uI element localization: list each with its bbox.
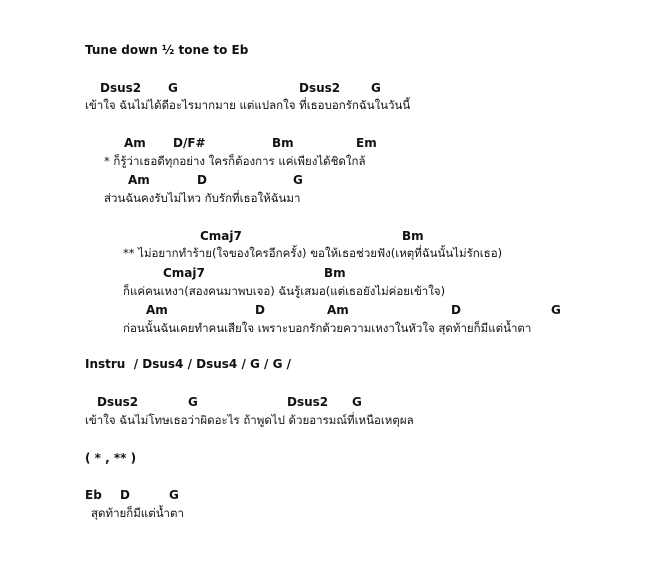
lyric-chorus3: ก่อนนั้นฉันเคยทำคนเสียใจ เพราะบอกรักด้วยความเหงาในหัวใจ สุดท้ายก็มีแต่น้ำตา	[123, 321, 532, 335]
chord: G	[551, 303, 561, 317]
chord: Dsus2	[299, 81, 341, 95]
chord-line-chorus3	[0, 303, 666, 317]
chord: Em	[356, 136, 377, 150]
instrumental-line: Instru / Dsus4 / Dsus4 / G / G /	[85, 357, 292, 371]
chord: Dsus2	[287, 395, 329, 409]
chord: D	[255, 303, 265, 317]
chord-line-chorus2	[0, 266, 666, 280]
lyric-chorus1: ** ไม่อยากทำร้าย(ใจของใครอีกครั้ง) ขอให้เธอช่วยฟัง(เหตุที่ฉันนั้นไม่รักเธอ)	[123, 246, 503, 260]
lyric-outro: สุดท้ายก็มีแต่น้ำตา	[91, 506, 184, 520]
chord: D/F#	[173, 136, 206, 150]
chord: G	[188, 395, 198, 409]
lyric-pre1: * ก็รู้ว่าเธอดีทุกอย่าง ใครก็ต้องการ แค่เพียงได้ชิดใกล้	[104, 154, 366, 168]
chord-line-pre2	[0, 173, 666, 187]
chord-line-chorus1	[0, 229, 666, 243]
chord: Eb	[85, 488, 102, 502]
chord: G	[169, 488, 179, 502]
chord: Bm	[272, 136, 294, 150]
tuning-note: Tune down ½ tone to Eb	[85, 43, 249, 57]
chord: D	[451, 303, 461, 317]
chord: Dsus2	[97, 395, 139, 409]
chord: G	[168, 81, 178, 95]
chord-line-pre1	[0, 136, 666, 150]
chord-line-verse1	[0, 81, 666, 95]
chord: G	[293, 173, 303, 187]
chord: Cmaj7	[200, 229, 242, 243]
chord: D	[120, 488, 130, 502]
chord: Bm	[324, 266, 346, 280]
lyric-verse2: เข้าใจ ฉันไม่โทษเธอว่าผิดอะไร ถ้าพูดไป ด้วยอารมณ์ที่เหนือเหตุผล	[85, 413, 414, 427]
lyric-verse1: เข้าใจ ฉันไม่ได้ดีอะไรมากมาย แต่แปลกใจ ที่เธอบอกรักฉันในวันนี้	[85, 98, 411, 112]
chord: G	[371, 81, 381, 95]
chord: D	[197, 173, 207, 187]
lyric-pre2: ส่วนฉันคงรับไม่ไหว กับรักที่เธอให้ฉันมา	[104, 191, 301, 205]
lyric-chorus2: ก็แค่คนเหงา(สองคนมาพบเจอ) ฉันรู้เสมอ(แต่เธอยังไม่ค่อยเข้าใจ)	[123, 284, 446, 298]
chord-line-outro	[0, 488, 666, 502]
chord: Bm	[402, 229, 424, 243]
chord: Am	[124, 136, 146, 150]
repeat-marker: ( * , ** )	[85, 451, 137, 465]
chord: Dsus2	[100, 81, 142, 95]
chord-line-verse2	[0, 395, 666, 409]
chord: Am	[128, 173, 150, 187]
chord: Cmaj7	[163, 266, 205, 280]
chord: G	[352, 395, 362, 409]
chord: Am	[327, 303, 349, 317]
chord: Am	[146, 303, 168, 317]
